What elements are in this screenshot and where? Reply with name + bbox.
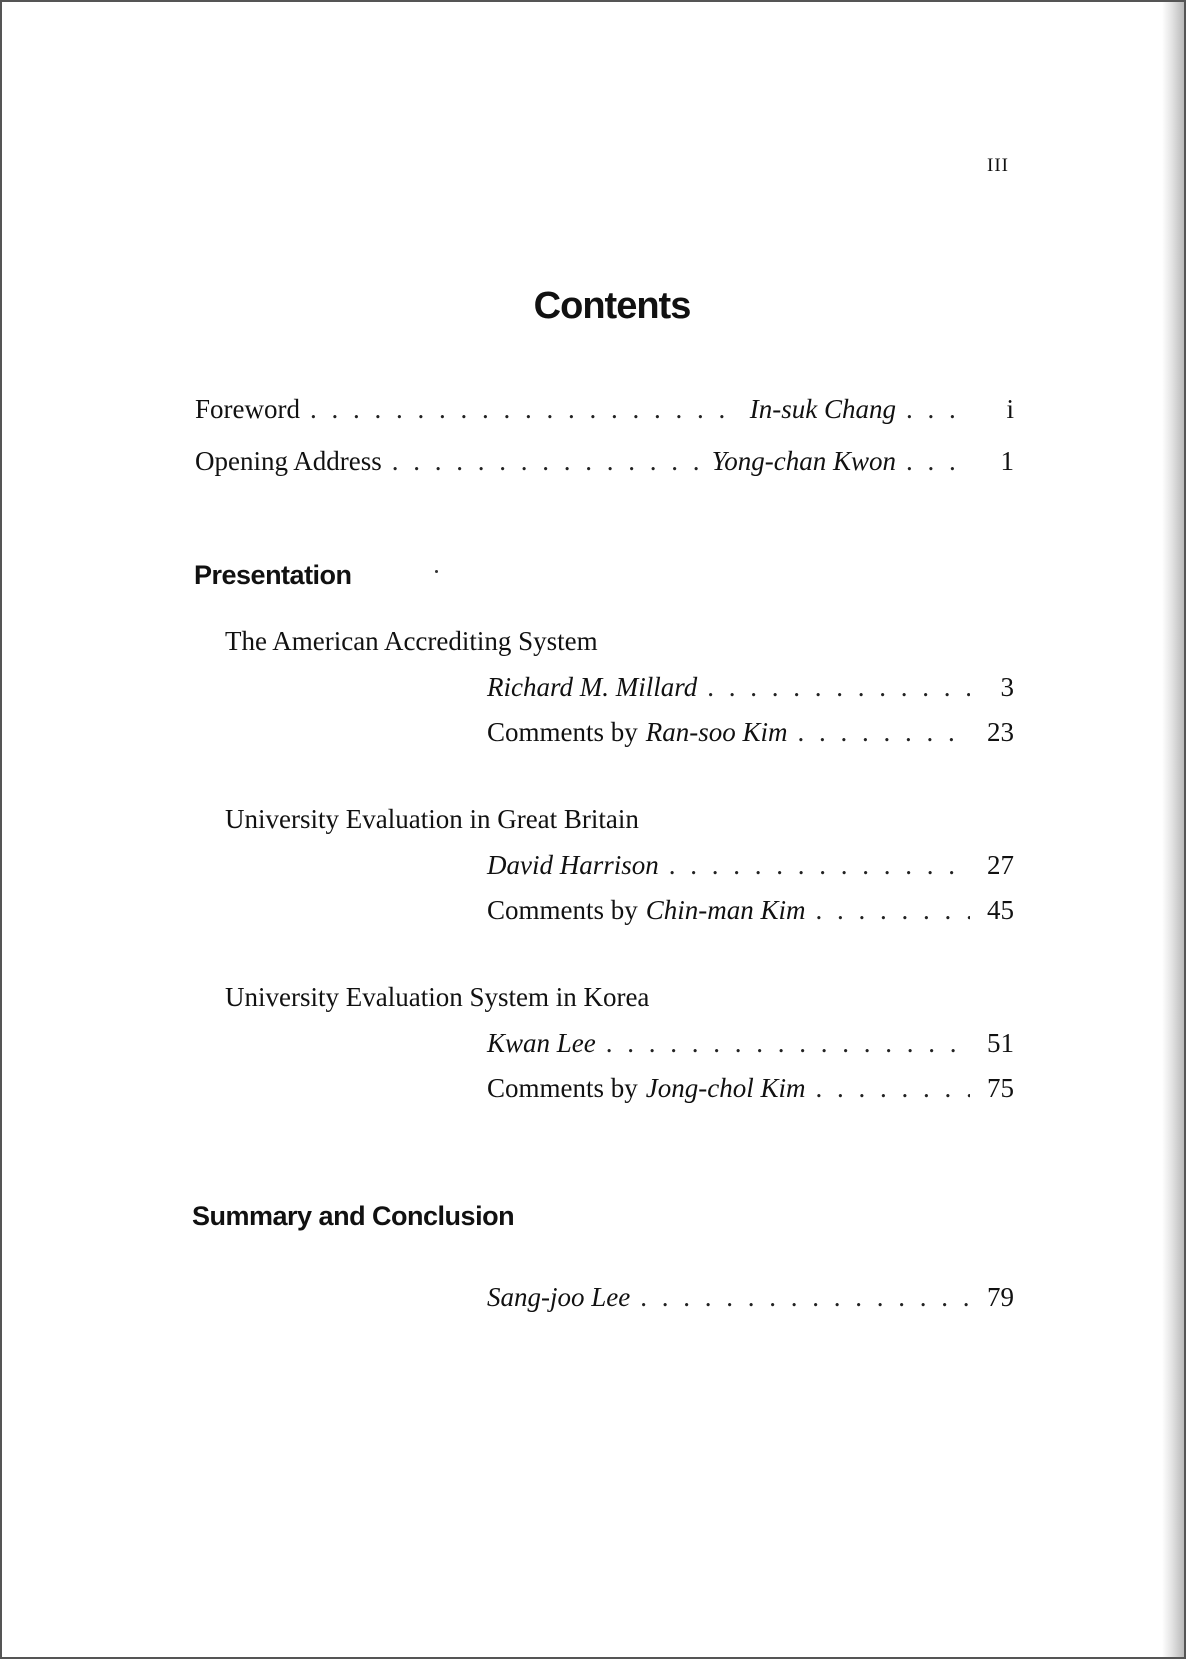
- page-folio: III: [987, 155, 1009, 176]
- toc-item-title[interactable]: University Evaluation System in Korea: [225, 982, 650, 1012]
- toc-entry-page: 1: [1000, 446, 1014, 476]
- toc-entry-page: 27: [987, 850, 1014, 880]
- toc-item-title[interactable]: University Evaluation in Great Britain: [225, 804, 639, 834]
- toc-entry-comment-line[interactable]: [487, 1073, 1014, 1104]
- comment-prefix: Comments by: [487, 895, 638, 925]
- toc-entry-page: 75: [987, 1073, 1014, 1103]
- dot-leader: [640, 1282, 970, 1313]
- dot-leader: [906, 446, 970, 477]
- toc-entry-opening-address[interactable]: [195, 446, 1014, 477]
- toc-entry-page: 45: [987, 895, 1014, 925]
- toc-entry-author: In-suk Chang: [749, 394, 896, 424]
- stray-mark: [435, 570, 438, 573]
- dot-leader: [816, 1073, 971, 1104]
- toc-entry-label: Opening Address: [195, 446, 382, 476]
- toc-entry-commenter: Chin-man Kim: [645, 895, 806, 925]
- toc-entry-commenter: Ran-soo Kim: [645, 717, 788, 747]
- dot-leader: [392, 446, 702, 477]
- toc-entry-author: Sang-joo Lee: [487, 1282, 631, 1312]
- toc-entry-page: 23: [987, 717, 1014, 747]
- toc-entry-author: David Harrison: [487, 850, 659, 880]
- section-heading-presentation: Presentation: [194, 560, 352, 590]
- toc-entry-author-line[interactable]: [487, 1028, 1014, 1059]
- dot-leader: [707, 672, 970, 703]
- dot-leader: [669, 850, 970, 881]
- toc-entry-author: Kwan Lee: [487, 1028, 596, 1058]
- comment-prefix: Comments by: [487, 1073, 638, 1103]
- dot-leader: [906, 394, 970, 425]
- dot-leader: [798, 717, 970, 748]
- dot-leader: [310, 394, 740, 425]
- toc-entry-page: 51: [987, 1028, 1014, 1058]
- toc-entry-author: Richard M. Millard: [487, 672, 698, 702]
- toc-entry-comment-line[interactable]: [487, 895, 1014, 926]
- toc-item-title[interactable]: The American Accrediting System: [225, 626, 598, 656]
- toc-entry-author-line[interactable]: [487, 672, 1014, 703]
- dot-leader: [816, 895, 970, 926]
- toc-entry-label: Foreword: [195, 394, 300, 424]
- toc-entry-page: 79: [987, 1282, 1014, 1312]
- toc-entry-summary-author[interactable]: [487, 1282, 1014, 1313]
- page-edge-shadow: [1162, 2, 1184, 1657]
- toc-entry-page: i: [1006, 394, 1014, 424]
- dot-leader: [606, 1028, 970, 1059]
- toc-entry-commenter: Jong-chol Kim: [645, 1073, 806, 1103]
- section-heading-summary: Summary and Conclusion: [192, 1201, 515, 1231]
- toc-entry-author-line[interactable]: [487, 850, 1014, 881]
- toc-entry-comment-line[interactable]: [487, 717, 1014, 748]
- toc-entry-author: Yong-chan Kwon: [711, 446, 896, 476]
- page-title: Contents: [533, 285, 691, 327]
- toc-entry-foreword[interactable]: [195, 394, 1014, 425]
- toc-entry-page: 3: [1000, 672, 1014, 702]
- comment-prefix: Comments by: [487, 717, 638, 747]
